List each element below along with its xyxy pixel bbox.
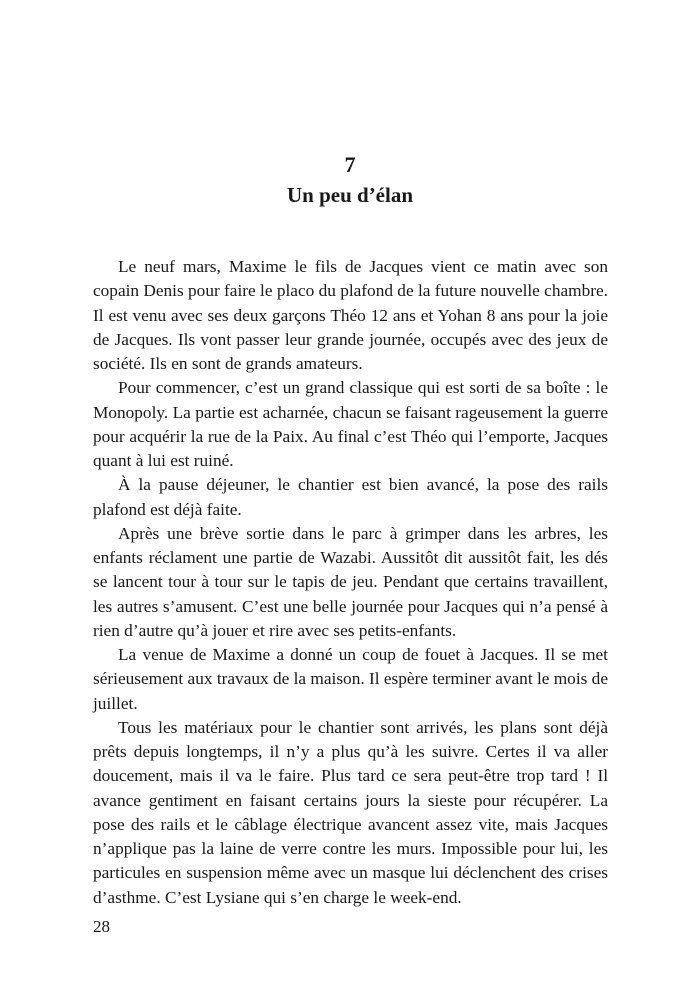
paragraph: Tous les matériaux pour le chantier sont arrivés, les plans sont déjà prêts depuis longtemps, il n’y a plus qu’à les suivre. Certes il va aller doucement, mais il va le faire. Plus tard ce sera peut-être trop tard ! Il avance gentiment en faisant certains jours la sieste pour récupérer. La pose des rails et le câblage électrique avancent assez vite, mais Jacques n’applique pas la laine de verre contre les murs. Impossible pour lui, les particules en suspension même avec un masque lui déclenchent des crises d’asthme. C’est Lysiane qui s’en charge le week-end.: [93, 717, 608, 907]
body-text: [93, 255, 608, 910]
paragraph: À la pause déjeuner, le chantier est bien avancé, la pose des rails plafond est déjà faite.: [93, 475, 608, 519]
paragraph: La venue de Maxime a donné un coup de fouet à Jacques. Il se met sérieusement aux travaux de la maison. Il espère terminer avant le mois de juillet.: [93, 645, 608, 713]
chapter-title: Un peu d’élan: [286, 183, 414, 207]
page-number: 28: [93, 917, 110, 936]
paragraph: Pour commencer, c’est un grand classique qui est sorti de sa boîte : le Monopoly. La partie est acharnée, chacun se faisant rageusement la guerre pour acquérir la rue de la Paix. Au final c’est Théo qui l’emporte, Jacques quant à lui est ruiné.: [93, 378, 608, 470]
chapter-number: 7: [344, 152, 356, 177]
paragraph: Après une brève sortie dans le parc à grimper dans les arbres, les enfants réclament une partie de Wazabi. Aussitôt dit aussitôt fait, les dés se lancent tour à tour sur le tapis de jeu. Pendant que certains travaillent, les autres s’amusent. C’est une belle journée pour Jacques qui n’a pensé à rien d’autre qu’à jouer et rire avec ses petits-enfants.: [93, 523, 608, 640]
paragraph: Le neuf mars, Maxime le fils de Jacques vient ce matin avec son copain Denis pour faire le placo du plafond de la future nouvelle chambre. Il est venu avec ses deux garçons Théo 12 ans et Yohan 8 ans pour la joie de Jacques. Ils vont passer leur grande journée, occupés avec des jeux de société. Ils en sont de grands amateurs.: [93, 257, 608, 373]
